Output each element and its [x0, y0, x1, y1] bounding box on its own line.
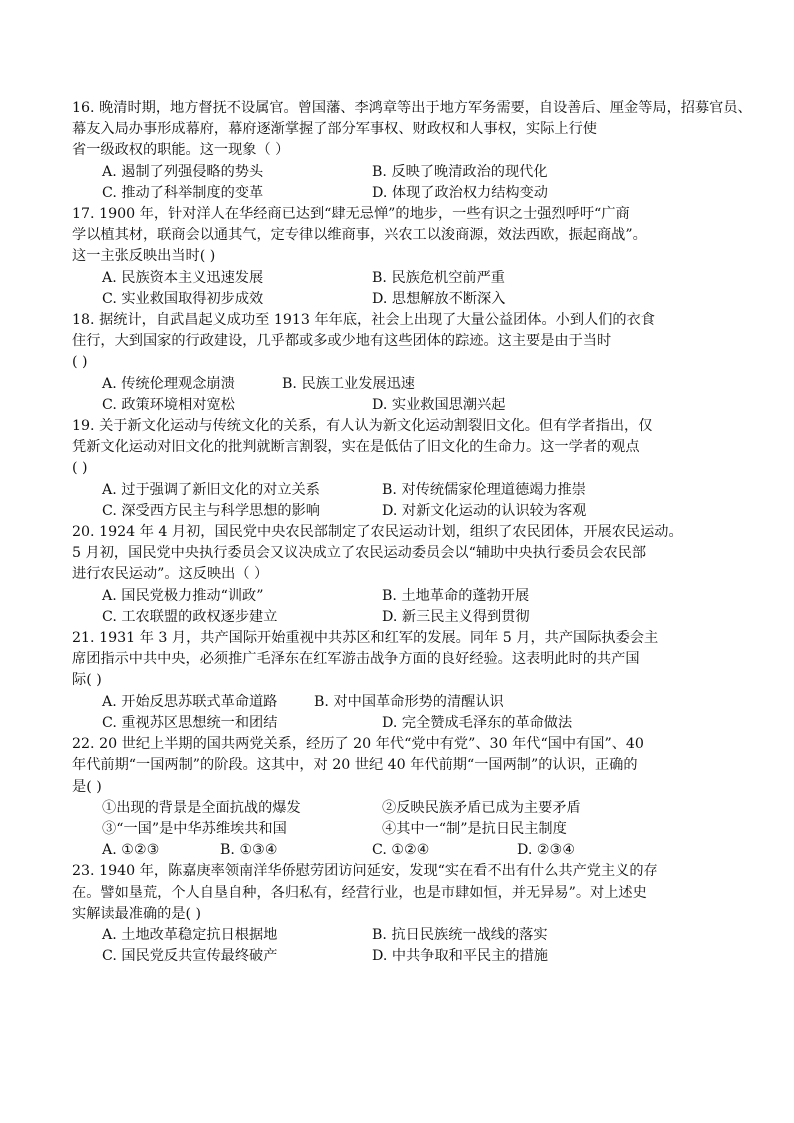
option-a: A. 过于强调了新旧文化的对立关系 — [102, 481, 320, 498]
choice-row — [102, 840, 732, 861]
options — [72, 268, 732, 310]
question-text: 19. 关于新文化运动与传统文化的关系，有人认为新文化运动割裂旧文化。但有学者指出，仅 — [72, 418, 653, 435]
option-d: D. 新三民主义得到贯彻 — [382, 608, 530, 625]
option-b: B. 民族危机空前严重 — [372, 269, 505, 286]
question-text: ( ) — [72, 354, 88, 371]
option-row — [102, 607, 732, 628]
options — [72, 586, 732, 628]
option-row — [102, 395, 732, 416]
option-c: C. 实业救国取得初步成效 — [102, 290, 264, 307]
option-c: C. 深受西方民主与科学思想的影响 — [102, 502, 320, 519]
option-row — [102, 925, 732, 946]
question-22 — [72, 734, 732, 861]
option-c: C. 国民党反共宣传最终破产 — [102, 948, 278, 965]
question-text: 是( ) — [72, 778, 102, 795]
choice-d: D. ②③④ — [517, 842, 576, 859]
question-text: 22. 20 世纪上半期的国共两党关系，经历了 20 年代“党中有党”、30 年代“国中有国”、40 — [72, 736, 644, 753]
option-b: B. 民族工业发展迅速 — [282, 375, 415, 392]
options — [72, 374, 732, 416]
question-text: 21. 1931 年 3 月，共产国际开始重视中共苏区和红军的发展。同年 5 月，共产国际执委会主 — [72, 630, 659, 647]
question-text: 席团指示中共中央，必须推广毛泽东在红军游击战争方面的良好经验。这表明此时的共产国 — [72, 651, 640, 668]
option-b: B. 土地革命的蓬勃开展 — [382, 587, 530, 604]
question-text: 16. 晚清时期，地方督抚不设属官。曾国藩、李鸿章等出于地方军务需要，自设善后、厘金等局，招募官员、 — [72, 100, 752, 116]
question-19 — [72, 416, 732, 522]
option-d: D. 实业救国思潮兴起 — [372, 396, 506, 413]
option-d: D. 完全赞成毛泽东的革命做法 — [382, 714, 573, 731]
question-text: 学以植其材，联商会以通其气，定专律以维商事，兴农工以浚商源，效法西欧，振起商战”。 — [72, 227, 647, 244]
option-c: C. 重视苏区思想统一和团结 — [102, 714, 278, 731]
question-21 — [72, 628, 732, 734]
statement-1: ①出现的背景是全面抗战的爆发 — [102, 799, 301, 816]
question-text: 住行，大到国家的行政建设，几乎都或多或少地有这些团体的踪迹。这主要是由于当时 — [72, 333, 612, 350]
options — [72, 925, 732, 967]
option-c: C. 推动了科举制度的变革 — [102, 184, 264, 201]
question-23 — [72, 861, 732, 967]
option-a: A. 土地改革稳定抗日根据地 — [102, 926, 278, 943]
option-row — [102, 162, 732, 183]
options — [72, 162, 732, 204]
option-a: A. 传统伦理观念崩溃 — [102, 375, 235, 392]
question-17 — [72, 204, 732, 310]
statements — [72, 798, 732, 862]
options — [72, 692, 732, 734]
question-text: ( ) — [72, 460, 88, 477]
option-d: D. 体现了政治权力结构变动 — [372, 184, 548, 201]
choice-a: A. ①②③ — [102, 842, 160, 859]
statement-2: ②反映民族矛盾已成为主要矛盾 — [382, 799, 581, 816]
option-row — [102, 946, 732, 967]
choice-b: B. ①③④ — [220, 842, 278, 859]
options — [72, 480, 732, 522]
question-20 — [72, 522, 732, 628]
question-text: 凭新文化运动对旧文化的批判就断言割裂，实在是低估了旧文化的生命力。这一学者的观点 — [72, 439, 640, 456]
question-text: 省一级政权的职能。这一现象（ ） — [72, 142, 290, 159]
question-text: 际( ) — [72, 672, 102, 689]
question-text: 5 月初，国民党中央执行委员会又议决成立了农民运动委员会以“辅助中央执行委员会农民部 — [72, 545, 647, 562]
question-text: 20. 1924 年 4 月初，国民党中央农民部制定了农民运动计划，组织了农民团体，开展农民运动。 — [72, 524, 683, 541]
statement-row — [102, 819, 732, 840]
question-18 — [72, 310, 732, 416]
question-text: 年代前期“一国两制”的阶段。这其中，对 20 世纪 40 年代前期“一国两制”的认识，正确的 — [72, 757, 638, 774]
exam-page — [72, 98, 752, 967]
option-c: C. 工农联盟的政权逐步建立 — [102, 608, 278, 625]
option-row — [102, 692, 732, 713]
question-text: 这一主张反映出当时( ) — [72, 248, 216, 265]
option-c: C. 政策环境相对宽松 — [102, 396, 235, 413]
question-text: 进行农民运动”。这反映出（ ） — [72, 566, 269, 583]
option-row — [102, 713, 732, 734]
option-d: D. 对新文化运动的认识较为客观 — [382, 502, 587, 519]
option-d: D. 思想解放不断深入 — [372, 290, 506, 307]
option-a: A. 遏制了列强侵略的势头 — [102, 163, 264, 180]
question-16 — [72, 98, 752, 204]
statement-4: ④其中一“制”是抗日民主制度 — [382, 820, 567, 837]
question-text: 幕友入局办事形成幕府，幕府逐渐掌握了部分军事权、财政权和人事权，实际上行使 — [72, 121, 597, 138]
question-text: 实解读最准确的是( ) — [72, 905, 202, 922]
option-row — [102, 183, 732, 204]
option-b: B. 对中国革命形势的清醒认识 — [314, 693, 504, 710]
option-b: B. 抗日民族统一战线的落实 — [372, 926, 548, 943]
option-row — [102, 480, 732, 501]
choice-c: C. ①②④ — [372, 842, 430, 859]
option-b: B. 反映了晚清政治的现代化 — [372, 163, 548, 180]
question-text: 23. 1940 年，陈嘉庚率领南洋华侨慰劳团访问延安，发现“实在看不出有什么共产党主义的存 — [72, 863, 658, 880]
option-a: A. 国民党极力推动“训政” — [102, 587, 264, 604]
option-d: D. 中共争取和平民主的措施 — [372, 948, 548, 965]
option-row — [102, 501, 732, 522]
question-text: 18. 据统计，自武昌起义成功至 1913 年年底，社会上出现了大量公益团体。小到人们的衣食 — [72, 312, 655, 329]
option-row — [102, 289, 732, 310]
statement-row — [102, 798, 732, 819]
statement-3: ③“一国”是中华苏维埃共和国 — [102, 820, 287, 837]
question-text: 在。譬如垦荒，个人自垦自种，各归私有，经营行业，也是市肆如恒，并无异易”。对上述史 — [72, 884, 647, 901]
option-a: A. 开始反思苏联式革命道路 — [102, 693, 278, 710]
option-a: A. 民族资本主义迅速发展 — [102, 269, 264, 286]
question-text: 17. 1900 年，针对洋人在华经商已达到“肆无忌惮”的地步，一些有识之士强烈呼吁“广商 — [72, 206, 630, 223]
option-row — [102, 586, 732, 607]
option-row — [102, 374, 732, 395]
option-b: B. 对传统儒家伦理道德竭力推崇 — [382, 481, 586, 498]
option-row — [102, 268, 732, 289]
